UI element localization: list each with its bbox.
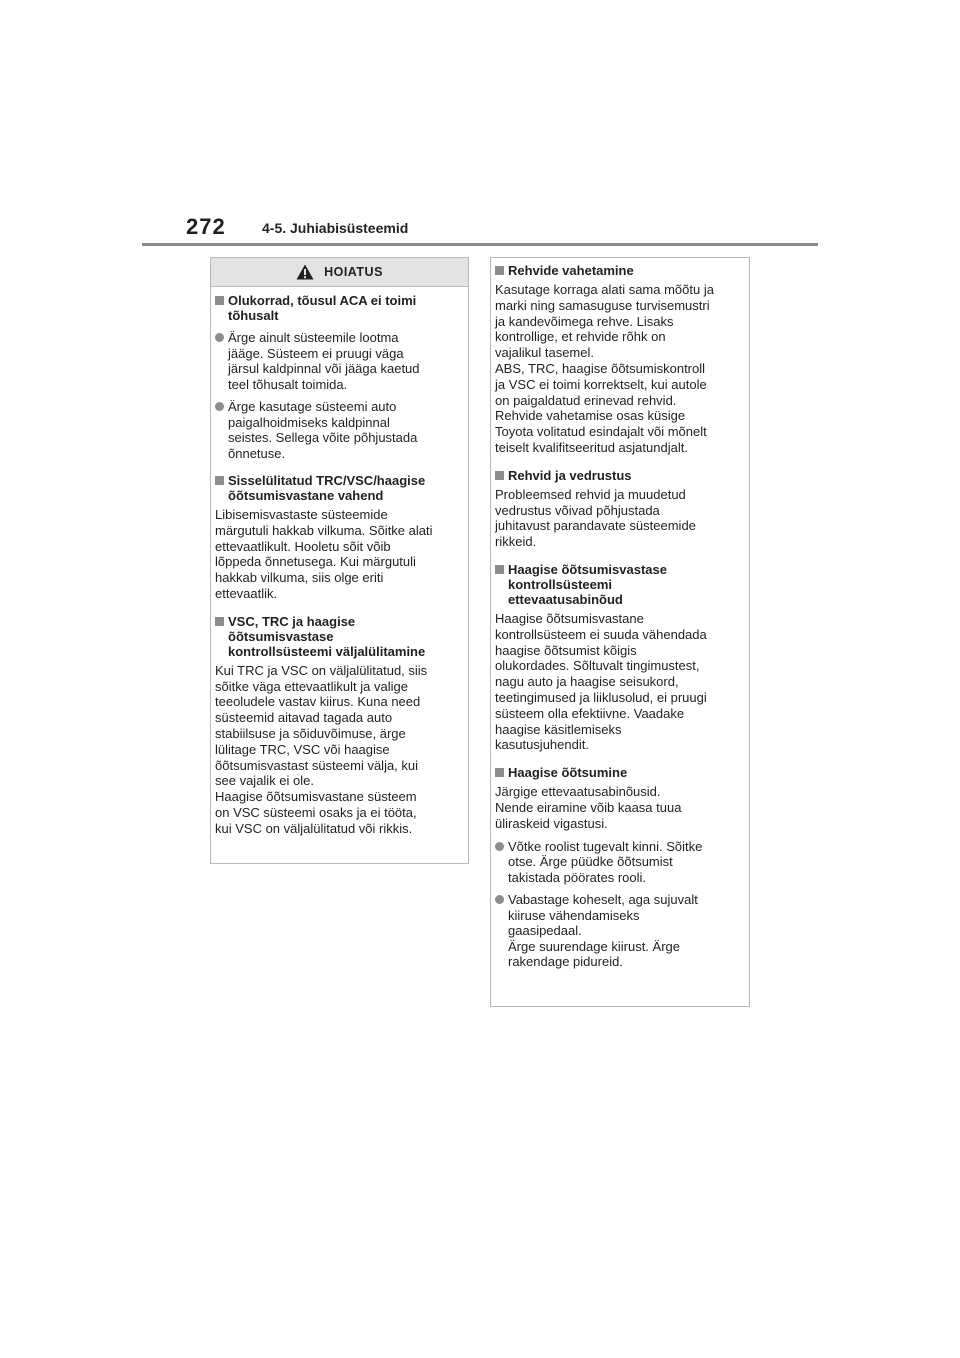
- list-item: Võtke roolist tugevalt kinni. Sõitke otse. Ärge püüdke õõtsumist takistada pöörates rooli.: [495, 839, 745, 886]
- square-bullet-icon: [495, 266, 504, 275]
- square-bullet-icon: [215, 476, 224, 485]
- page-header: [0, 0, 960, 250]
- warning-section-aca: [215, 293, 464, 461]
- warning-triangle-icon: [296, 264, 314, 280]
- list-item: Vabastage koheselt, aga sujuvalt kiiruse vähendamiseks gaasipedaal. Ärge suurendage kiirust. Ärge rakendage pidureid.: [495, 892, 745, 970]
- section-heading: Haagise õõtsumisvastase kontrollsüsteemi ettevaatusabinõud: [495, 562, 745, 607]
- section-trailer-sway: [495, 765, 745, 969]
- square-bullet-icon: [215, 617, 224, 626]
- warning-section-trc-vsc: [215, 473, 464, 602]
- dot-bullet-icon: [215, 402, 224, 411]
- warning-section-disable: [215, 614, 464, 837]
- warning-header: [211, 258, 468, 287]
- page-number: 272: [186, 214, 226, 239]
- warning-box: [210, 257, 469, 864]
- square-bullet-icon: [495, 768, 504, 777]
- section-heading: Olukorrad, tõusul ACA ei toimi tõhusalt: [215, 293, 464, 323]
- section-title: 4-5. Juhiabisüsteemid: [262, 220, 409, 236]
- section-tires-suspension: [495, 468, 745, 550]
- section-sway-precautions: [495, 562, 745, 753]
- section-heading: VSC, TRC ja haagise õõtsumisvastase kontrollsüsteemi väljalülitamine: [215, 614, 464, 659]
- section-heading: Sisselülitatud TRC/VSC/haagise õõtsumisvastane vahend: [215, 473, 464, 503]
- list-item: Ärge ainult süsteemile lootma jääge. Süsteem ei pruugi väga järsul kaldpinnal või jääga kaetud teel tõhusalt toimida.: [215, 330, 464, 392]
- square-bullet-icon: [495, 565, 504, 574]
- dot-bullet-icon: [495, 895, 504, 904]
- section-heading: Haagise õõtsumine: [495, 765, 745, 780]
- square-bullet-icon: [495, 471, 504, 480]
- continued-warning-box: [490, 257, 750, 1007]
- dot-bullet-icon: [215, 333, 224, 342]
- section-text: Kasutage korraga alati sama mõõtu ja marki ning samasuguse turvisemustri ja kandevõimega rehve. Lisaks kontrollige, et rehvide rõhk on vajalikul tasemel. ABS, TRC, haagise õõtsumiskontroll ja VSC ei toimi korrektselt, kui autole on paigaldatud erinevad rehvid. Rehvide vahetamise osas küsige Toyota volitatud esindajalt või mõnelt teiselt kvalifitseeritud asjatundjalt.: [495, 282, 714, 455]
- list-item: Ärge kasutage süsteemi auto paigalhoidmiseks kaldpinnal seistes. Sellega võite põhjustada õnnetuse.: [215, 399, 464, 461]
- section-heading: Rehvide vahetamine: [495, 263, 745, 278]
- header-divider: [142, 243, 818, 246]
- dot-bullet-icon: [495, 842, 504, 851]
- square-bullet-icon: [215, 296, 224, 305]
- section-text: Probleemsed rehvid ja muudetud vedrustus võivad põhjustada juhitavust parandavate süsteemide rikkeid.: [495, 486, 696, 550]
- section-text: Järgige ettevaatusabinõusid. Nende eiramine võib kaasa tuua üliraskeid vigastusi.: [495, 784, 682, 831]
- section-tire-change: [495, 263, 745, 456]
- section-text: Kui TRC ja VSC on väljalülitatud, siis sõitke väga ettevaatlikult ja valige teeoludele vastav kiirus. Kuna need süsteemid aitavad tagada auto stabiilsuse ja sõiduvõimuse, ärge lülitage TRC, VSC või haagise õõtsumisvastast süsteemi välja, kui see vajalik ei ole. Haagise õõtsumisvastane süsteem on VSC süsteemi osaks ja ei tööta, kui VSC on väljalülitatud või rikkis.: [215, 662, 428, 836]
- warning-title: HOIATUS: [324, 265, 383, 279]
- section-heading: Rehvid ja vedrustus: [495, 468, 745, 483]
- section-text: Haagise õõtsumisvastane kontrollsüsteem ei suuda vähendada haagise õõtsumist kõigis olukordades. Sõltuvalt tingimustest, nagu auto ja haagise seisukord, teetingimused ja liiklusolud, ei pruugi süsteem olla efektiivne. Vaadake haagise käsitlemiseks kasutusjuhendit.: [495, 610, 707, 753]
- section-text: Libisemisvastaste süsteemide märgutuli hakkab vilkuma. Sõitke alati ettevaatlikult. Hooletu sõit võib lõppeda õnnetusega. Kui märgutuli hakkab vilkuma, siis olge eriti ettevaatlik.: [215, 507, 433, 601]
